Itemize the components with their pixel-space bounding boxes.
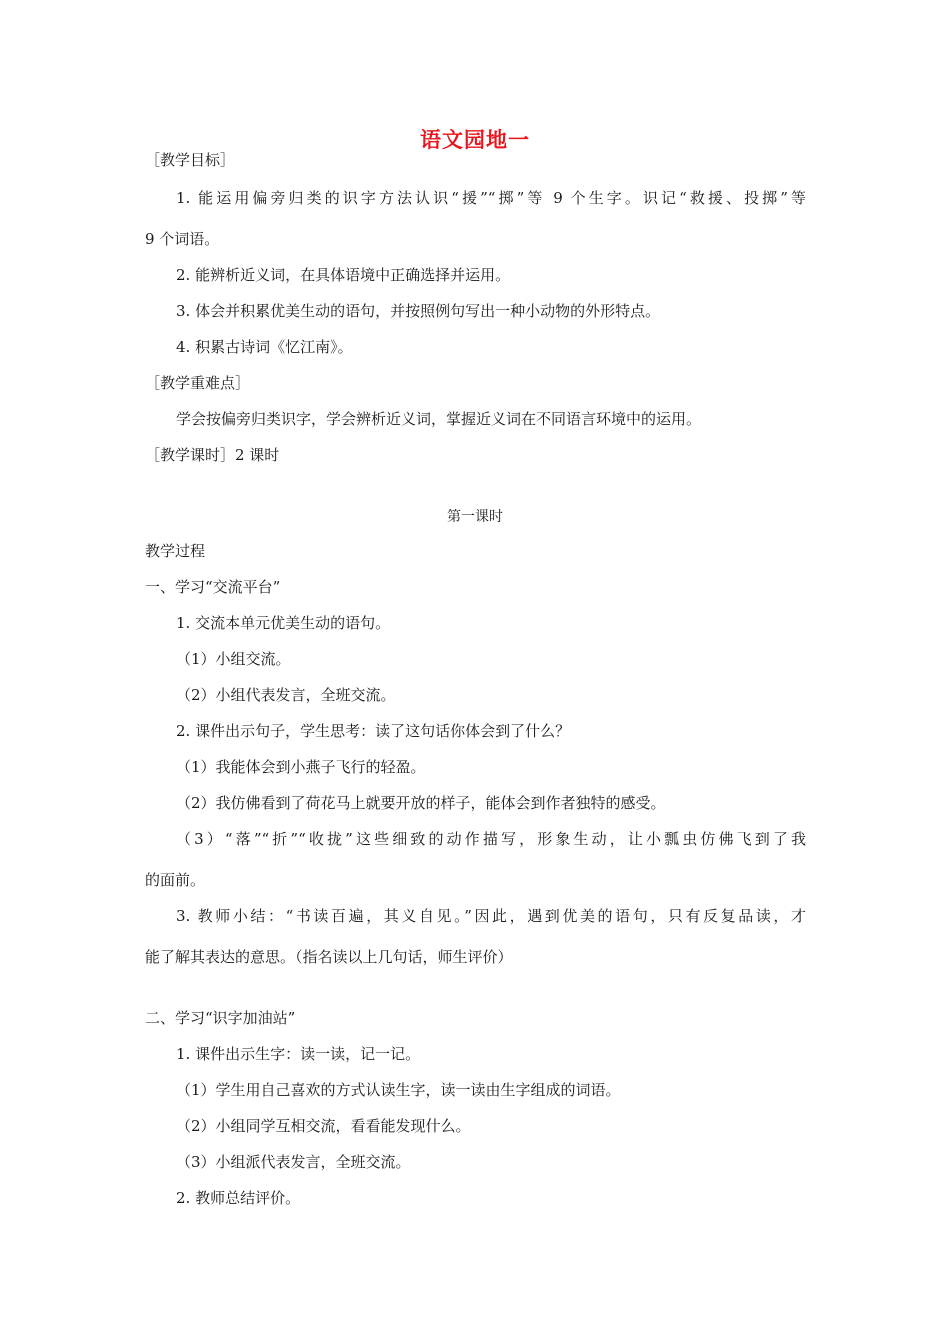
process-heading: 教学过程 xyxy=(145,542,206,560)
goal-item-3: 3. 体会并积累优美生动的语句，并按照例句写出一种小动物的外形特点。 xyxy=(176,302,661,320)
key-points-heading: ［教学重难点］ xyxy=(145,374,251,392)
part1-step-2a: （1）我能体会到小燕子飞行的轻盈。 xyxy=(176,758,426,776)
part2-step-1c: （3）小组派代表发言，全班交流。 xyxy=(176,1153,411,1171)
part1-heading: 一、学习“交流平台” xyxy=(145,578,281,596)
part1-step-1b: （2）小组代表发言，全班交流。 xyxy=(176,686,396,704)
part1-step-1: 1. 交流本单元优美生动的语句。 xyxy=(176,614,391,632)
part1-step-1a: （1）小组交流。 xyxy=(176,650,291,668)
teaching-hours: ［教学课时］2 课时 xyxy=(145,446,280,464)
part2-step-2: 2. 教师总结评价。 xyxy=(176,1189,301,1207)
part2-step-1a: （1）学生用自己喜欢的方式认读生字，读一读由生字组成的词语。 xyxy=(176,1081,621,1099)
part1-step-2: 2. 课件出示句子，学生思考：读了这句话你体会到了什么？ xyxy=(176,722,571,740)
document-title: 语文园地一 xyxy=(420,128,530,152)
goals-heading: ［教学目标］ xyxy=(145,151,236,169)
part2-step-1: 1. 课件出示生字：读一读，记一记。 xyxy=(176,1045,421,1063)
key-points-text: 学会按偏旁归类识字，学会辨析近义词，掌握近义词在不同语言环境中的运用。 xyxy=(176,410,702,428)
goal-item-4: 4. 积累古诗词《忆江南》。 xyxy=(176,338,353,356)
part1-step-2c: （3）“落”“折”“收拢”这些细致的动作描写，形象生动，让小瓢虫仿佛飞到了我 xyxy=(176,830,806,848)
part1-step-2b: （2）我仿佛看到了荷花马上就要开放的样子，能体会到作者独特的感受。 xyxy=(176,794,666,812)
part2-heading: 二、学习“识字加油站” xyxy=(145,1009,296,1027)
part1-step-2c-continued: 的面前。 xyxy=(145,871,206,889)
goal-item-1: 1. 能运用偏旁归类的识字方法认识“援”“掷”等 9 个生字。识记“救援、投掷”等 xyxy=(176,189,806,207)
part1-step-3-continued: 能了解其表达的意思。（指名读以上几句话，师生评价） xyxy=(145,948,513,966)
goal-item-1-continued: 9 个词语。 xyxy=(145,230,220,248)
part2-step-1b: （2）小组同学互相交流，看看能发现什么。 xyxy=(176,1117,471,1135)
part1-step-3: 3. 教师小结：“书读百遍，其义自见。”因此，遇到优美的语句，只有反复品读，才 xyxy=(176,907,806,925)
lesson-heading: 第一课时 xyxy=(447,509,503,525)
goal-item-2: 2. 能辨析近义词，在具体语境中正确选择并运用。 xyxy=(176,266,511,284)
